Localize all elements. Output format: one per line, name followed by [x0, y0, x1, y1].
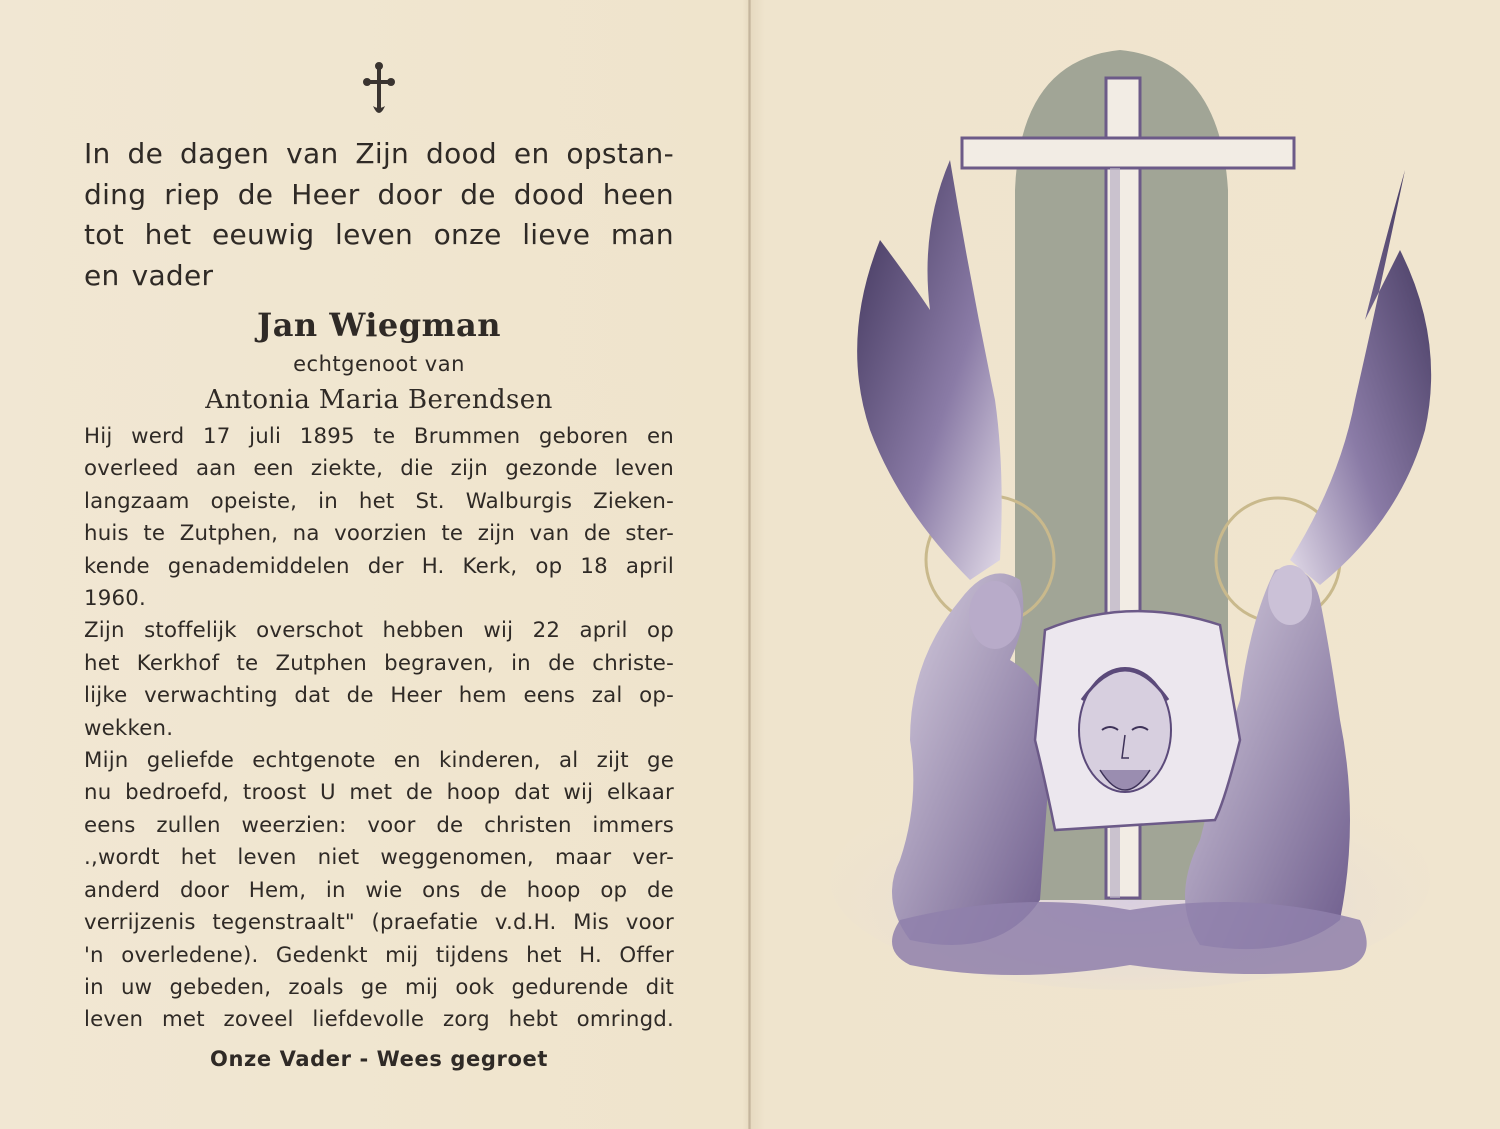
intro-line: [84, 175, 674, 216]
intro-word: riep: [164, 177, 220, 211]
body-line: [84, 680, 674, 712]
body-line: [84, 875, 674, 907]
cross-beam: [962, 138, 1294, 168]
body-line-text: leven met zoveel liefdevolle zorg hebt omringd.: [84, 1007, 674, 1033]
intro-word: In: [84, 137, 111, 170]
left-angel-head: [969, 581, 1021, 649]
body-line: [84, 810, 674, 842]
intro-word: dagen: [180, 137, 270, 170]
body-line: [84, 583, 674, 615]
body-line-text: langzaam opeiste, in het St. Walburgis Zieken-: [84, 488, 674, 514]
intro-word: dood: [513, 177, 585, 211]
intro-word: opstan-: [566, 137, 674, 170]
intro-word: de: [127, 137, 164, 170]
intro-word: man: [610, 218, 674, 251]
intro-word: het: [144, 218, 192, 251]
body-line: [84, 486, 674, 518]
spouse-intro: echtgenoot van: [293, 352, 465, 376]
intro-word: onze: [433, 218, 502, 251]
body-line-text: overleed aan een ziekte, die zijn gezonde leven: [84, 456, 674, 482]
body-line-text: kende genademiddelen der H. Kerk, op 18 april: [84, 553, 674, 579]
body-line-text: eens zullen weerzien: voor de christen immers: [84, 812, 674, 838]
body-line-text: 'n overledene). Gedenkt mij tijdens het H. Offer: [84, 942, 674, 968]
body-line: [84, 1004, 674, 1036]
body-line-text: anderd door Hem, in wie ons de hoop op de: [84, 877, 674, 903]
intro-word: Zijn: [355, 137, 410, 170]
intro-word: dood: [426, 137, 498, 170]
intro-word: door: [377, 177, 443, 211]
body-line-text: lijke verwachting dat de Heer hem eens zal op-: [84, 683, 674, 709]
announcement-intro: [84, 134, 674, 296]
body-line: [84, 907, 674, 939]
body-line-text: .,wordt het leven niet weggenomen, maar ver-: [84, 845, 674, 871]
body-line-text: het Kerkhof te Zutphen begraven, in de christe-: [84, 650, 674, 676]
intro-word: eeuwig: [211, 218, 315, 251]
intro-line: [84, 215, 674, 256]
angels-veronica-veil-illustration: [820, 40, 1440, 1000]
body-line: [84, 648, 674, 680]
body-line-text: wekken.: [84, 715, 174, 741]
body-line: [84, 940, 674, 972]
body-line-text: Mijn geliefde echtgenote en kinderen, al zijt ge: [84, 748, 674, 774]
body-line-text: huis te Zutphen, na voorzien te zijn van de ster-: [84, 521, 674, 547]
right-angel-head: [1268, 565, 1312, 625]
intro-word: vader: [131, 258, 214, 292]
body-line: [84, 972, 674, 1004]
ground-drape: [892, 902, 1367, 975]
biography-text: [84, 421, 674, 1037]
body-line-text: nu bedroefd, troost U met de hoop dat wij elkaar: [84, 780, 674, 806]
right-wing: [1290, 170, 1431, 585]
body-line-text: 1960.: [84, 586, 146, 612]
body-line: [84, 842, 674, 874]
intro-line: [84, 134, 674, 175]
intro-word: Heer: [291, 177, 360, 211]
intro-word: en: [513, 137, 550, 170]
intro-word: tot: [84, 218, 124, 251]
body-line: [84, 551, 674, 583]
left-wing: [857, 160, 1002, 580]
intro-word: de: [237, 177, 274, 211]
body-line: [84, 713, 674, 745]
prayer-line: Onze Vader - Wees gegroet: [210, 1046, 548, 1071]
body-line: [84, 453, 674, 485]
intro-word: en: [84, 258, 120, 292]
spouse-name: Antonia Maria Berendsen: [205, 385, 553, 415]
body-line-text: Zijn stoffelijk overschot hebben wij 22 april op: [84, 618, 674, 644]
body-line-text: Hij werd 17 juli 1895 te Brummen geboren en: [84, 424, 674, 449]
intro-word: leven: [335, 218, 414, 251]
body-line: [84, 777, 674, 809]
body-line: [84, 421, 674, 453]
body-line: [84, 745, 674, 777]
body-line-text: in uw gebeden, zoals ge mij ook gedurende dit: [84, 974, 674, 1000]
body-line: [84, 615, 674, 647]
card-fold: [748, 0, 751, 1129]
intro-word: heen: [602, 177, 674, 211]
ornate-cross-icon: [359, 60, 399, 120]
text-panel: [84, 60, 674, 1071]
intro-word: ding: [84, 177, 147, 211]
intro-word: van: [286, 137, 339, 170]
intro-word: de: [460, 177, 496, 211]
body-line: [84, 518, 674, 550]
body-line-text: verrijzenis tegenstraalt" (praefatie v.d.H. Mis voor: [84, 910, 674, 936]
intro-word: lieve: [522, 218, 591, 251]
deceased-name: Jan Wiegman: [257, 306, 501, 344]
intro-line: [84, 256, 674, 297]
